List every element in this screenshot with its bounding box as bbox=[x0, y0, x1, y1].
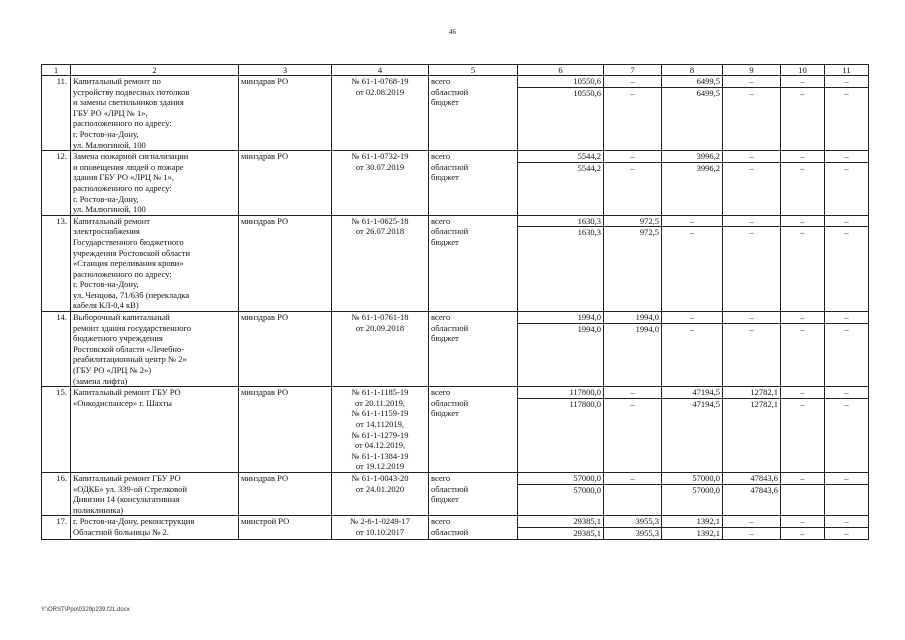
value: 47194,5 bbox=[692, 398, 720, 409]
value-cell-c9 bbox=[723, 472, 781, 515]
value: 1630,3 bbox=[577, 227, 601, 238]
object-name-cell bbox=[71, 215, 239, 311]
value-cell-c9 bbox=[723, 76, 781, 151]
organization-cell: минздрав РО bbox=[239, 312, 332, 387]
object-name-line: ГБУ РО «ЛРЦ № 1», bbox=[73, 107, 148, 118]
document-cell bbox=[332, 516, 429, 539]
row-number: 16. bbox=[42, 472, 71, 515]
value-cell-c10 bbox=[781, 516, 825, 539]
table-row bbox=[42, 215, 869, 311]
value-cell-c6 bbox=[518, 472, 604, 515]
funding-source-line: бюджет bbox=[431, 172, 459, 183]
value-cell-c11 bbox=[825, 151, 869, 216]
funding-source-line: областной bbox=[431, 483, 469, 494]
value: 1994,0 bbox=[518, 312, 603, 324]
value-cell-c10 bbox=[781, 472, 825, 515]
document-line: № 2-6-1-0249-17 bbox=[350, 516, 410, 527]
object-name-line: ул. Малюгиной, 100 bbox=[73, 139, 146, 150]
value: 57000,0 bbox=[692, 484, 720, 495]
organization-cell: минздрав РО bbox=[239, 215, 332, 311]
value: 3955,3 bbox=[635, 527, 659, 538]
object-name-line: электроснабжения bbox=[73, 226, 140, 237]
value-cell-c10 bbox=[781, 312, 825, 387]
document-line: № 61-1-1159-19 bbox=[351, 408, 409, 419]
table-row bbox=[42, 312, 869, 387]
value: – bbox=[800, 87, 805, 98]
value: – bbox=[844, 398, 849, 409]
value: – bbox=[723, 151, 780, 163]
col-header: 4 bbox=[332, 65, 429, 76]
object-name-line: «ОДКБ» ул. 339-ой Стрелковой bbox=[73, 483, 187, 494]
value: – bbox=[723, 312, 780, 324]
object-name-line: здания ГБУ РО «ЛРЦ № 1», bbox=[73, 172, 175, 183]
document-cell bbox=[332, 472, 429, 515]
object-name-line: бюджетного учреждения bbox=[73, 333, 163, 344]
object-name-line: Дивизии 14 (консультативная bbox=[73, 494, 180, 505]
object-name-cell bbox=[71, 151, 239, 216]
value: – bbox=[604, 473, 661, 485]
value: 10550,6 bbox=[518, 76, 603, 88]
object-name-cell bbox=[71, 472, 239, 515]
funding-source-line: всего bbox=[431, 472, 451, 483]
row-number: 15. bbox=[42, 387, 71, 473]
value: 47843,6 bbox=[750, 484, 778, 495]
value: – bbox=[825, 151, 868, 163]
value bbox=[604, 485, 661, 496]
document-line: от 19.12.2019 bbox=[355, 461, 405, 472]
funding-source-line: областной bbox=[431, 161, 469, 172]
object-name-line: г. Ростов-на-Дону, bbox=[73, 128, 139, 139]
value-cell-c8 bbox=[662, 516, 723, 539]
value: 1994,0 bbox=[604, 312, 661, 324]
value-cell-c11 bbox=[825, 387, 869, 473]
col-header: 11 bbox=[825, 65, 869, 76]
document-line: № 61-1-0732-19 bbox=[351, 151, 409, 162]
value: 1630,3 bbox=[518, 216, 603, 228]
document-line: от 24.01.2020 bbox=[355, 483, 405, 494]
object-name-line: и замены светильников здания bbox=[73, 97, 184, 108]
funding-source-line: областной bbox=[431, 397, 469, 408]
col-header: 10 bbox=[781, 65, 825, 76]
value: – bbox=[844, 227, 849, 238]
value: – bbox=[825, 216, 868, 228]
value: – bbox=[825, 312, 868, 324]
value: – bbox=[800, 227, 805, 238]
value: 117800,0 bbox=[518, 387, 603, 399]
funding-source-line: областной bbox=[431, 322, 469, 333]
value: 1994,0 bbox=[577, 323, 601, 334]
value-cell-c7 bbox=[604, 76, 662, 151]
table-row bbox=[42, 76, 869, 151]
document-line: от 30.07.2019 bbox=[355, 161, 405, 172]
value-cell-c10 bbox=[781, 387, 825, 473]
row-number: 11. bbox=[42, 76, 71, 151]
funding-source-line: всего bbox=[431, 516, 451, 527]
value: 47194,5 bbox=[662, 387, 722, 399]
value: – bbox=[800, 527, 805, 538]
object-name-line: и оповещения людей о пожаре bbox=[73, 161, 184, 172]
value: 1392,1 bbox=[696, 527, 720, 538]
value: 29385,1 bbox=[573, 527, 601, 538]
object-name-line: ремонт здания государственного bbox=[73, 322, 192, 333]
value-cell-c11 bbox=[825, 76, 869, 151]
value-cell-c8 bbox=[662, 215, 723, 311]
organization-cell: минздрав РО bbox=[239, 76, 332, 151]
value: 47843,6 bbox=[723, 473, 780, 485]
value-cell-c11 bbox=[825, 312, 869, 387]
table-row bbox=[42, 151, 869, 216]
document-line: от 26.07.2018 bbox=[355, 226, 405, 237]
object-name-line: г. Ростов-на-Дону, bbox=[73, 279, 139, 290]
object-name-line: г. Ростов-на-Дону, bbox=[73, 193, 139, 204]
value: 12782,1 bbox=[750, 398, 778, 409]
value-cell-c7 bbox=[604, 472, 662, 515]
object-name-line: Капитальный ремонт по bbox=[73, 76, 161, 86]
value: – bbox=[781, 387, 824, 399]
value: 6499,5 bbox=[696, 87, 720, 98]
value-cell-c9 bbox=[723, 151, 781, 216]
document-line: № 61-1-0768-19 bbox=[351, 76, 409, 86]
funding-source-cell bbox=[429, 312, 518, 387]
object-name-line: ул. Малюгиной, 100 bbox=[73, 204, 146, 215]
value: – bbox=[662, 216, 722, 228]
document-line: № 61-1-1185-19 bbox=[351, 387, 409, 398]
document-line: № 61-1-1279-19 bbox=[351, 429, 409, 440]
document-line: от 04.12.2019, bbox=[354, 440, 406, 451]
value-cell-c9 bbox=[723, 215, 781, 311]
value: – bbox=[662, 312, 722, 324]
document-line: № 61-1-1384-19 bbox=[351, 450, 409, 461]
object-name-cell bbox=[71, 516, 239, 539]
value: – bbox=[749, 162, 754, 173]
col-header: 3 bbox=[239, 65, 332, 76]
funding-source-cell bbox=[429, 516, 518, 539]
value-cell-c9 bbox=[723, 387, 781, 473]
object-name-line: Выборочный капитальный bbox=[73, 312, 170, 323]
table-row bbox=[42, 387, 869, 473]
value: – bbox=[689, 323, 695, 334]
value: – bbox=[689, 227, 695, 238]
program-table bbox=[41, 64, 869, 540]
value: 6499,5 bbox=[662, 76, 722, 88]
col-header: 7 bbox=[604, 65, 662, 76]
value-cell-c11 bbox=[825, 215, 869, 311]
document-line: от 10.10.2017 bbox=[355, 526, 405, 537]
value-cell-c7 bbox=[604, 151, 662, 216]
object-name-line: «Онкодиспансер» г. Шахты bbox=[73, 397, 173, 408]
value-cell-c6 bbox=[518, 387, 604, 473]
object-name-cell bbox=[71, 76, 239, 151]
value: – bbox=[723, 216, 780, 228]
document-cell bbox=[332, 76, 429, 151]
funding-source-cell bbox=[429, 76, 518, 151]
row-number: 13. bbox=[42, 215, 71, 311]
funding-source-line: областной bbox=[431, 526, 469, 537]
object-name-line: ул. Ченцова, 71/63б (перекладка bbox=[73, 289, 190, 300]
organization-cell: минздрав РО bbox=[239, 151, 332, 216]
value: – bbox=[800, 162, 805, 173]
value: – bbox=[749, 87, 754, 98]
table-row bbox=[42, 516, 869, 539]
value: 29385,1 bbox=[518, 516, 603, 528]
document-line: от 20.11.2019, bbox=[354, 397, 406, 408]
value: 3955,3 bbox=[604, 516, 661, 528]
object-name-line: г. Ростов-на-Дону, реконструкция bbox=[73, 516, 195, 527]
object-name-line: Капитальный ремонт ГБУ РО bbox=[73, 387, 181, 398]
value: 10550,6 bbox=[573, 87, 601, 98]
value bbox=[825, 485, 868, 496]
value: 12782,1 bbox=[723, 387, 780, 399]
col-header: 6 bbox=[518, 65, 604, 76]
value-cell-c6 bbox=[518, 151, 604, 216]
funding-source-line: всего bbox=[431, 387, 451, 398]
value: – bbox=[604, 151, 661, 163]
object-name-line: Замена пожарной сигнализации bbox=[73, 151, 189, 162]
col-header: 2 bbox=[71, 65, 239, 76]
value-cell-c11 bbox=[825, 472, 869, 515]
file-path-footer: Y:\ORST\Ppo\0329p239.f21.docx bbox=[41, 607, 130, 613]
value: – bbox=[825, 473, 868, 485]
object-name-line: Капитальный ремонт bbox=[73, 215, 150, 226]
value-cell-c8 bbox=[662, 387, 723, 473]
document-line: от 14.112019, bbox=[356, 419, 404, 429]
funding-source-line: бюджет bbox=[431, 333, 459, 344]
funding-source-cell bbox=[429, 151, 518, 216]
value-cell-c6 bbox=[518, 516, 604, 539]
funding-source-line: бюджет bbox=[431, 236, 459, 247]
object-name-line: Государственного бюджетного bbox=[73, 236, 184, 247]
object-name-line: поликлиника) bbox=[73, 504, 124, 515]
value: – bbox=[630, 87, 635, 98]
value-cell-c8 bbox=[662, 151, 723, 216]
value: – bbox=[749, 527, 754, 538]
value-cell-c9 bbox=[723, 516, 781, 539]
value: – bbox=[749, 323, 754, 334]
value: 972,5 bbox=[639, 227, 659, 238]
object-name-line: Ростовской области «Лечебно- bbox=[73, 343, 185, 354]
object-name-line: кабеля КЛ-0,4 кВ) bbox=[73, 300, 139, 311]
funding-source-line: областной bbox=[431, 226, 469, 237]
funding-source-cell bbox=[429, 472, 518, 515]
object-name-line: «Станция переливания крови» bbox=[73, 258, 184, 269]
value-cell-c6 bbox=[518, 215, 604, 311]
organization-cell: минздрав РО bbox=[239, 472, 332, 515]
col-header: 5 bbox=[429, 65, 518, 76]
value: – bbox=[781, 216, 824, 228]
col-header: 8 bbox=[662, 65, 723, 76]
value: 57000,0 bbox=[518, 473, 603, 485]
value-cell-c6 bbox=[518, 76, 604, 151]
object-name-line: реабилитационный центр № 2» bbox=[73, 354, 187, 365]
value: – bbox=[604, 76, 661, 88]
value-cell-c10 bbox=[781, 215, 825, 311]
value bbox=[781, 485, 824, 496]
object-name-line: Капитальный ремонт ГБУ РО bbox=[73, 472, 181, 483]
organization-cell: минстрой РО bbox=[239, 516, 332, 539]
value: – bbox=[825, 76, 868, 88]
document-line: от 20.09.2018 bbox=[355, 322, 405, 333]
funding-source-line: всего bbox=[431, 151, 451, 162]
value: – bbox=[749, 227, 754, 238]
value: – bbox=[825, 387, 868, 399]
col-header: 9 bbox=[723, 65, 781, 76]
value: – bbox=[723, 516, 780, 528]
value: – bbox=[630, 162, 635, 173]
document-cell bbox=[332, 312, 429, 387]
document-line: № 61-1-0761-18 bbox=[351, 312, 409, 323]
value: – bbox=[723, 76, 780, 88]
value: 972,5 bbox=[604, 216, 661, 228]
value-cell-c11 bbox=[825, 516, 869, 539]
table-row bbox=[42, 472, 869, 515]
value: – bbox=[630, 398, 635, 409]
object-name-line: устройству подвесных потолков bbox=[73, 86, 190, 97]
value: – bbox=[781, 151, 824, 163]
document-cell bbox=[332, 151, 429, 216]
value: – bbox=[844, 162, 849, 173]
funding-source-line: бюджет bbox=[431, 97, 459, 108]
value-cell-c6 bbox=[518, 312, 604, 387]
value: – bbox=[781, 76, 824, 88]
value: – bbox=[781, 516, 824, 528]
value-cell-c10 bbox=[781, 76, 825, 151]
value-cell-c7 bbox=[604, 215, 662, 311]
object-name-line: расположенного по адресу: bbox=[73, 182, 172, 193]
object-name-cell bbox=[71, 387, 239, 473]
funding-source-line: бюджет bbox=[431, 408, 459, 419]
value: 5544,2 bbox=[518, 151, 603, 163]
value: 5544,2 bbox=[577, 162, 601, 173]
value-cell-c8 bbox=[662, 312, 723, 387]
value: – bbox=[800, 323, 805, 334]
row-number: 17. bbox=[42, 516, 71, 539]
value: 57000,0 bbox=[573, 484, 601, 495]
funding-source-cell bbox=[429, 387, 518, 473]
column-numbers-row bbox=[42, 65, 869, 76]
row-number: 12. bbox=[42, 151, 71, 216]
document-line: № 61-1-0625-18 bbox=[351, 215, 409, 226]
value: – bbox=[800, 398, 805, 409]
value: – bbox=[781, 473, 824, 485]
document-line: № 61-1-0043-20 bbox=[351, 472, 409, 483]
value: 3996,2 bbox=[696, 162, 720, 173]
funding-source-line: всего bbox=[431, 76, 451, 86]
value: – bbox=[844, 527, 849, 538]
value: 3996,2 bbox=[662, 151, 722, 163]
funding-source-line: всего bbox=[431, 312, 451, 323]
page-number: 46 bbox=[449, 28, 456, 36]
funding-source-cell bbox=[429, 215, 518, 311]
row-number: 14. bbox=[42, 312, 71, 387]
object-name-line: расположенного по адресу: bbox=[73, 268, 172, 279]
document-cell bbox=[332, 215, 429, 311]
object-name-line: (ГБУ РО «ЛРЦ № 2») bbox=[73, 365, 152, 376]
value-cell-c7 bbox=[604, 387, 662, 473]
value: – bbox=[604, 387, 661, 399]
value: 1994,0 bbox=[635, 323, 659, 334]
object-name-line: учреждения Ростовской области bbox=[73, 247, 191, 258]
value: 117800,0 bbox=[569, 398, 601, 409]
object-name-line: расположенного по адресу: bbox=[73, 118, 172, 129]
funding-source-line: областной bbox=[431, 86, 469, 97]
value: – bbox=[844, 323, 849, 334]
value-cell-c7 bbox=[604, 312, 662, 387]
value: – bbox=[781, 312, 824, 324]
value: – bbox=[825, 516, 868, 528]
object-name-cell bbox=[71, 312, 239, 387]
value-cell-c10 bbox=[781, 151, 825, 216]
value-cell-c8 bbox=[662, 76, 723, 151]
value: – bbox=[844, 87, 849, 98]
value-cell-c7 bbox=[604, 516, 662, 539]
organization-cell: минздрав РО bbox=[239, 387, 332, 473]
funding-source-line: всего bbox=[431, 215, 451, 226]
value-cell-c9 bbox=[723, 312, 781, 387]
document-cell bbox=[332, 387, 429, 473]
value: 57000,0 bbox=[662, 473, 722, 485]
col-header: 1 bbox=[42, 65, 71, 76]
value-cell-c8 bbox=[662, 472, 723, 515]
object-name-line: (замена лифта) bbox=[73, 375, 128, 386]
object-name-line: Областной больницы № 2. bbox=[73, 526, 169, 537]
document-line: от 02.08.2019 bbox=[355, 86, 405, 97]
funding-source-line: бюджет bbox=[431, 494, 459, 505]
value: 1392,1 bbox=[662, 516, 722, 528]
